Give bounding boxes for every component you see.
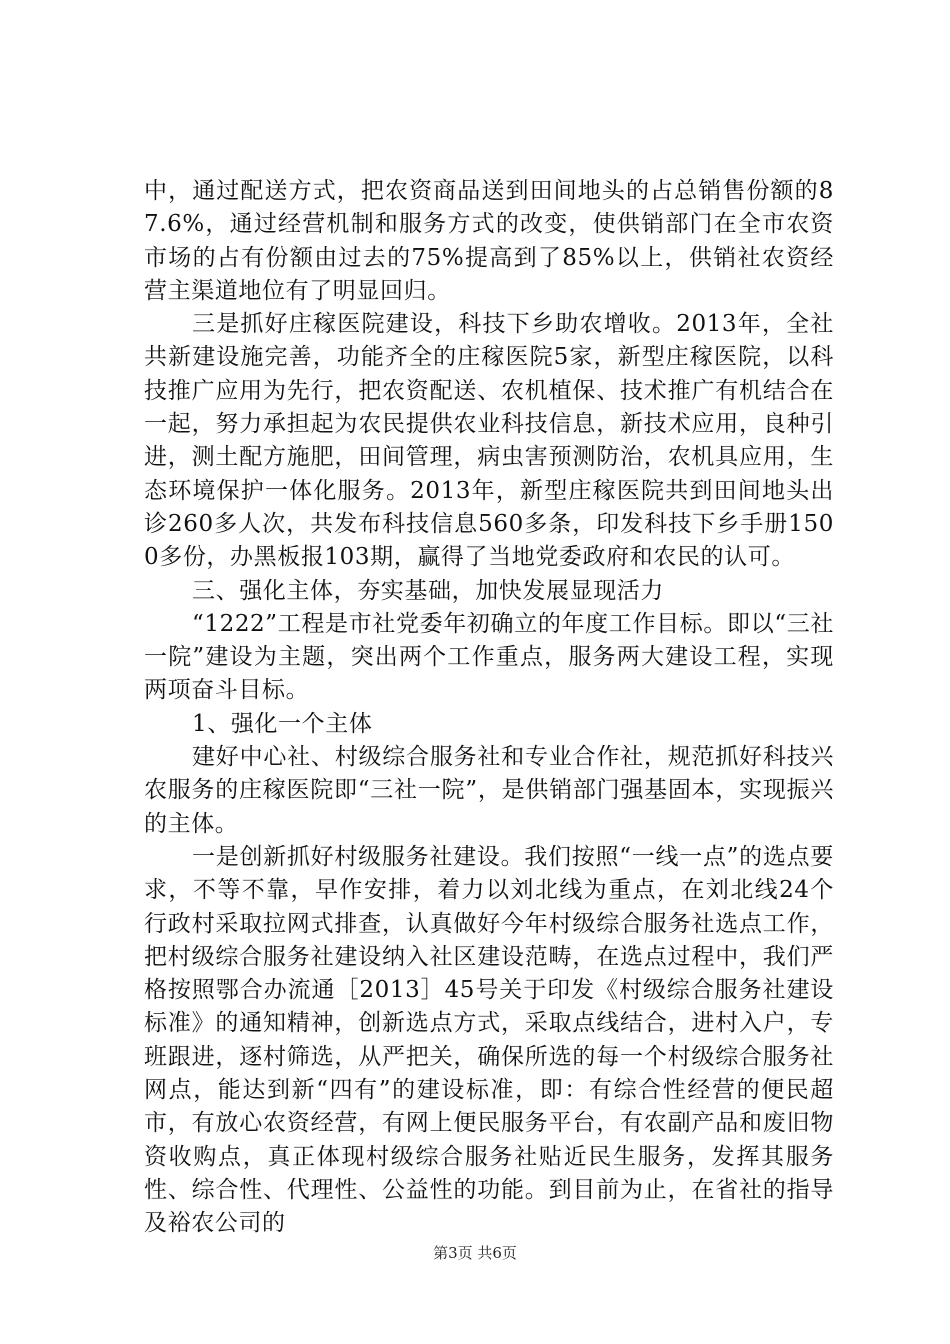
paragraph: “1222”工程是市社党委年初确立的年度工作目标。即以“三社一院”建设为主题，突出两个工作重点，服务两大建设工程，实现两项奋斗目标。 [144, 610, 834, 704]
paragraph: 三是抓好庄稼医院建设，科技下乡助农增收。2013年，全社共新建设施完善，功能齐全的庄稼医院5家，新型庄稼医院，以科技推广应用为先行，把农资配送、农机植保、技术推广有机结合在一起，努力承担起为农民提供农业科技信息，新技术应用，良种引进，测土配方施肥，田间管理，病虫害预测防治，农机具应用，生态环境保护一体化服务。2013年，新型庄稼医院共到田间地头出诊260多人次，共发布科技信息560多条，印发科技下乡手册1500多份，办黑板报103期，赢得了当地党委政府和农民的认可。 [144, 311, 834, 571]
document-body [144, 175, 834, 1241]
paragraph: 建好中心社、村级综合服务社和专业合作社，规范抓好科技兴农服务的庄稼医院即“三社一院”，是供销部门强基固本，实现振兴的主体。 [144, 744, 834, 837]
paragraph: 中，通过配送方式，把农资商品送到田间地头的占总销售份额的87.6%，通过经营机制和服务方式的改变，使供销部门在全市农资市场的占有份额由过去的75%提高到了85%以上，供销社农资经营主渠道地位有了明显回归。 [144, 178, 834, 304]
paragraph: 一是创新抓好村级服务社建设。我们按照“一线一点”的选点要求，不等不靠，早作安排，着力以刘北线为重点，在刘北线24个行政村采取拉网式排查，认真做好今年村级综合服务社选点工作，把村级综合服务社建设纳入社区建设范畴，在选点过程中，我们严格按照鄂合办流通［2013］45号关于印发《村级综合服务社建设标准》的通知精神，创新选点方式，采取点线结合，进村入户，专班跟进，逐村筛选，从严把关，确保所选的每一个村级综合服务社网点，能达到新“四有”的建设标准，即：有综合性经营的便民超市，有放心农资经营，有网上便民服务平台，有农副产品和废旧物资收购点，真正体现村级综合服务社贴近民生服务，发挥其服务性、综合性、代理性、公益性的功能。到目前为止，在省社的指导及裕农公司的 [144, 843, 834, 1237]
section-heading: 三、强化主体，夯实基础，加快发展显现活力 [192, 577, 664, 604]
subsection-heading: 1、强化一个主体 [192, 710, 373, 737]
page-number-footer: 第3页 共6页 [433, 1244, 517, 1262]
